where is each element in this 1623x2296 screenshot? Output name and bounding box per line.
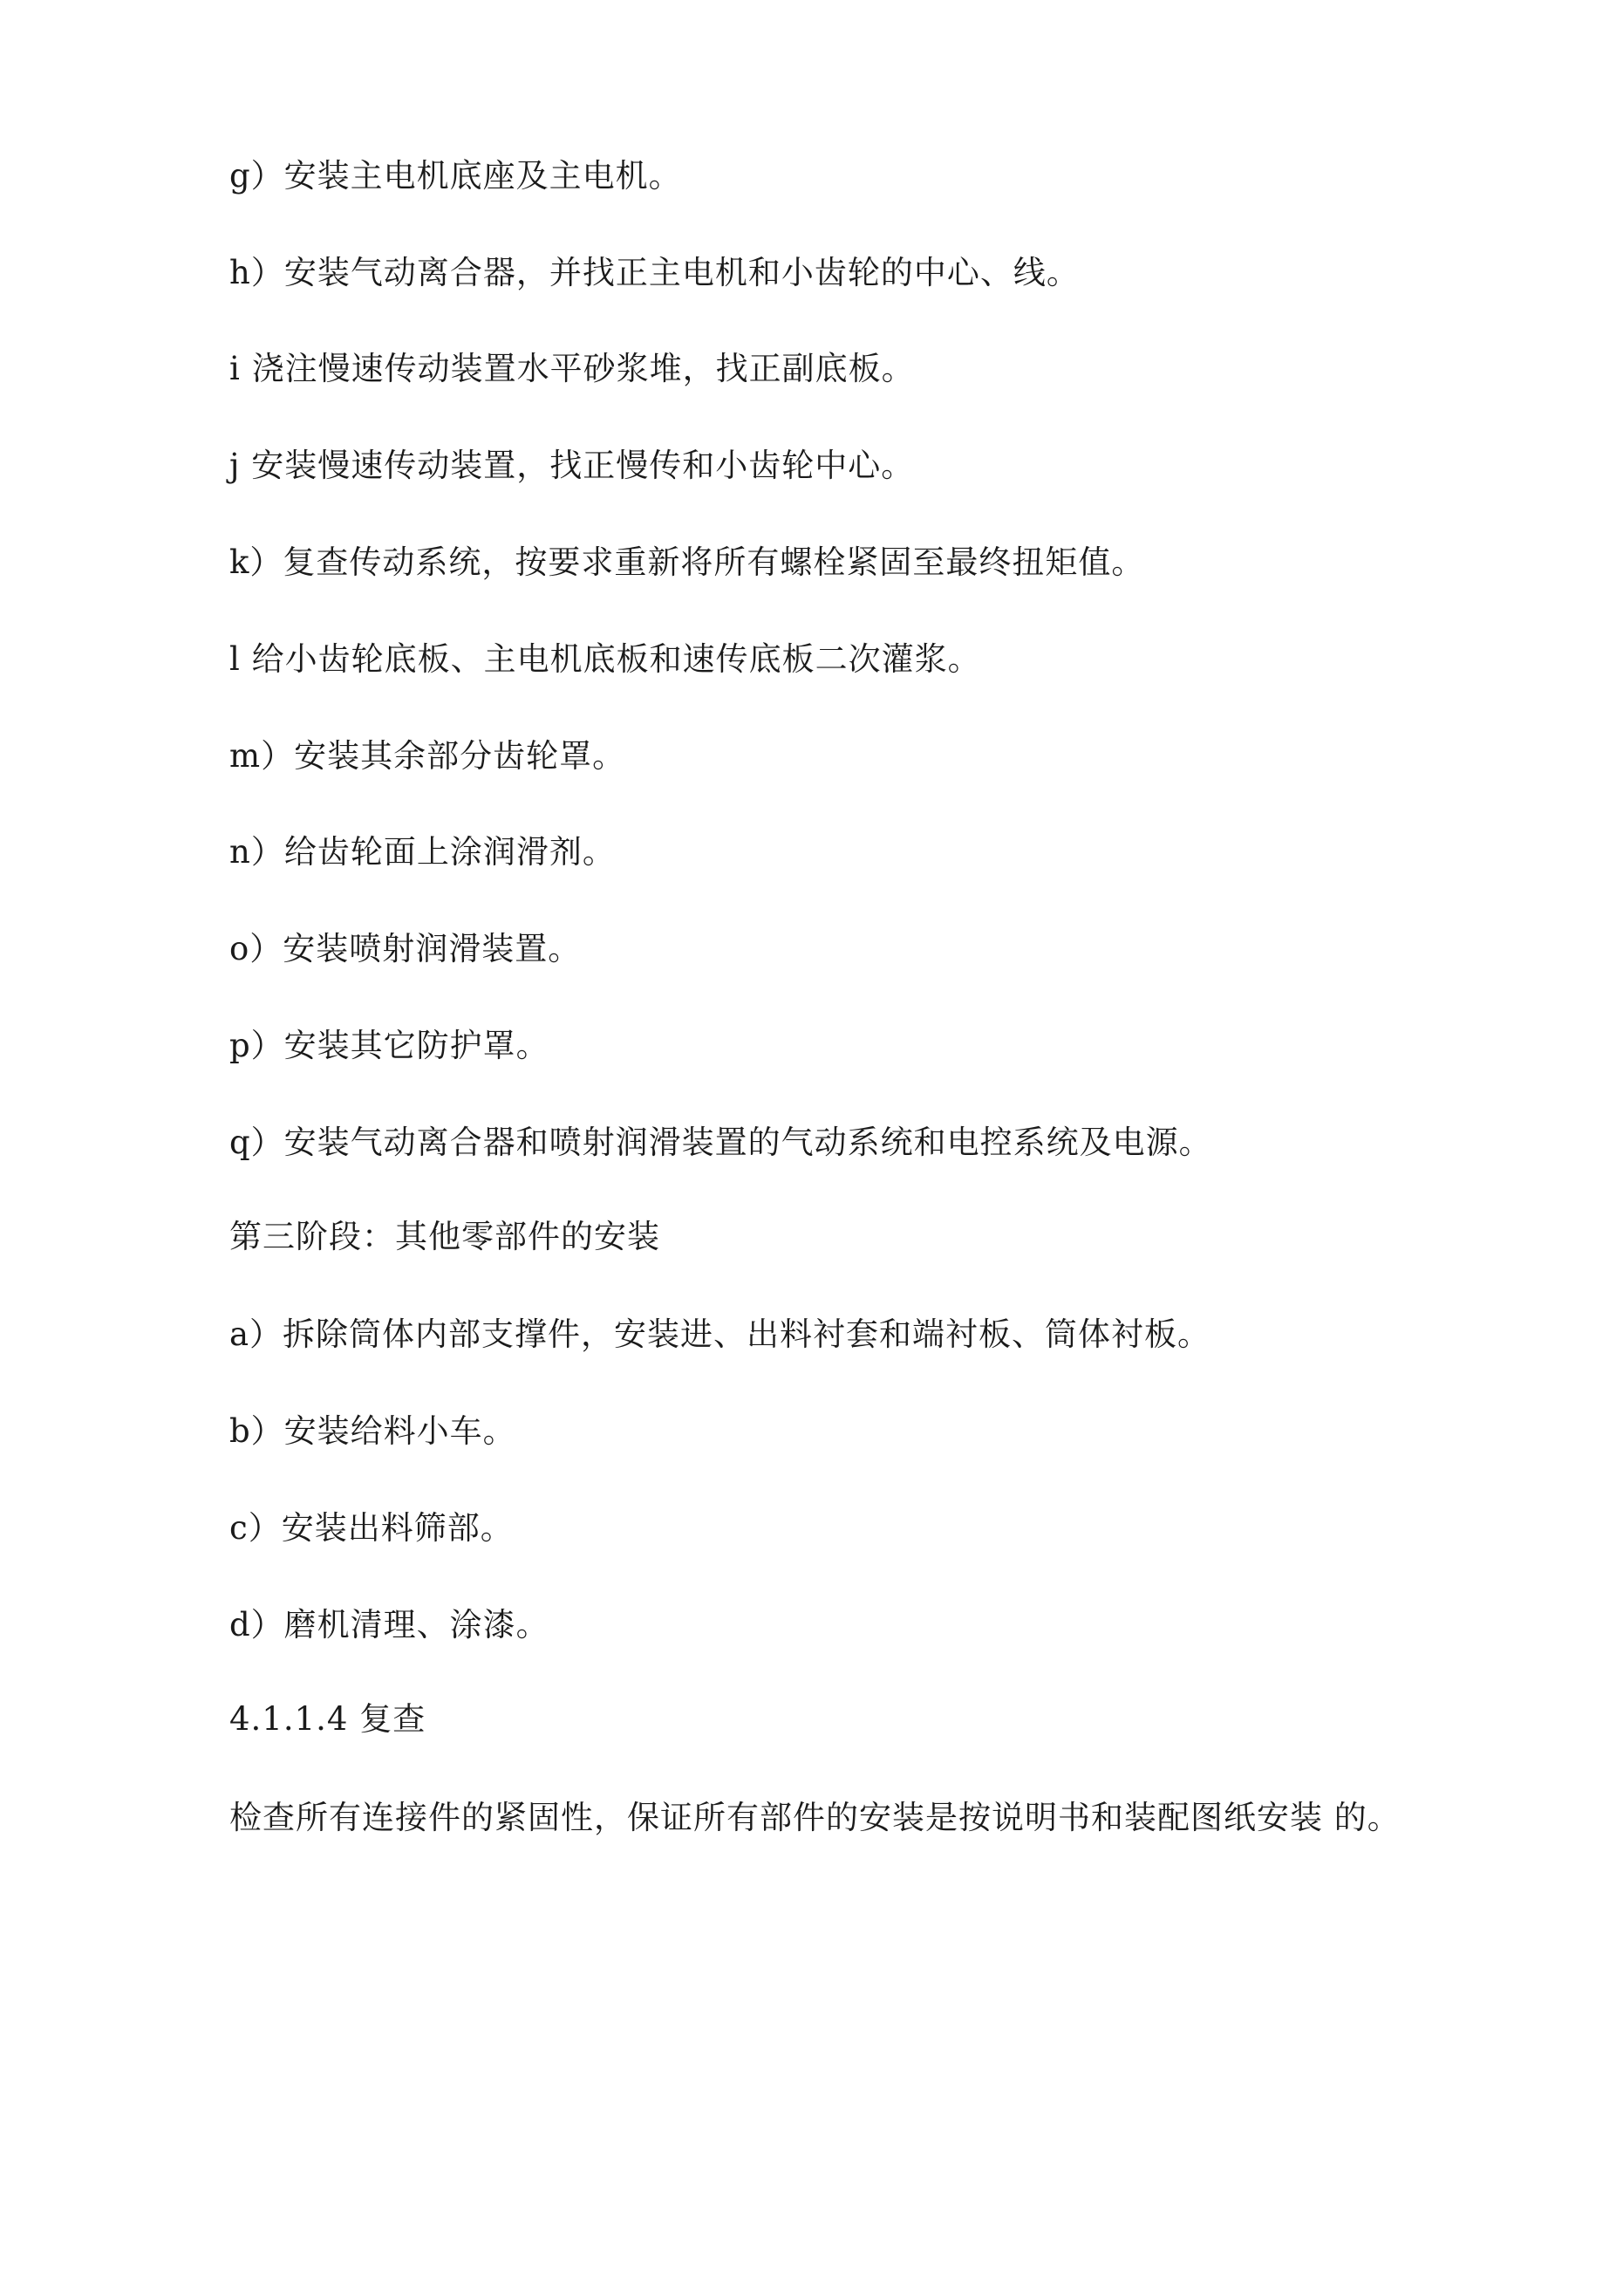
step-g: g）安装主电机底座及主电机。 xyxy=(229,157,682,195)
paragraph-review: 检查所有连接件的紧固性，保证所有部件的安装是按说明书和装配图纸安装 的。 xyxy=(229,1799,1401,1836)
step-o: o）安装喷射润滑装置。 xyxy=(229,930,582,967)
step-k: k）复查传动系统，按要求重新将所有螺栓紧固至最终扭矩值。 xyxy=(229,543,1145,581)
step-l: l 给小齿轮底板、主电机底板和速传底板二次灌浆。 xyxy=(229,640,981,678)
step-i: i 浇注慢速传动装置水平砂浆堆，找正副底板。 xyxy=(229,350,915,387)
step-c: c）安装出料筛部。 xyxy=(229,1509,514,1547)
section-heading-stage-3: 第三阶段：其他零部件的安装 xyxy=(229,1218,660,1255)
step-n: n）给齿轮面上涂润滑剂。 xyxy=(229,833,616,871)
step-b: b）安装给料小车。 xyxy=(229,1412,516,1450)
step-j: j 安装慢速传动装置，找正慢传和小齿轮中心。 xyxy=(229,447,915,484)
section-heading-4-1-1-4: 4.1.1.4 复查 xyxy=(229,1700,426,1738)
step-m: m）安装其余部分齿轮罩。 xyxy=(229,737,626,775)
step-h: h）安装气动离合器，并找正主电机和小齿轮的中心、线。 xyxy=(229,254,1080,291)
step-p: p）安装其它防护罩。 xyxy=(229,1027,549,1064)
step-a: a）拆除筒体内部支撑件，安装进、出料衬套和端衬板、筒体衬板。 xyxy=(229,1315,1211,1353)
step-d: d）磨机清理、涂漆。 xyxy=(229,1606,549,1643)
step-q: q）安装气动离合器和喷射润滑装置的气动系统和电控系统及电源。 xyxy=(229,1124,1212,1161)
